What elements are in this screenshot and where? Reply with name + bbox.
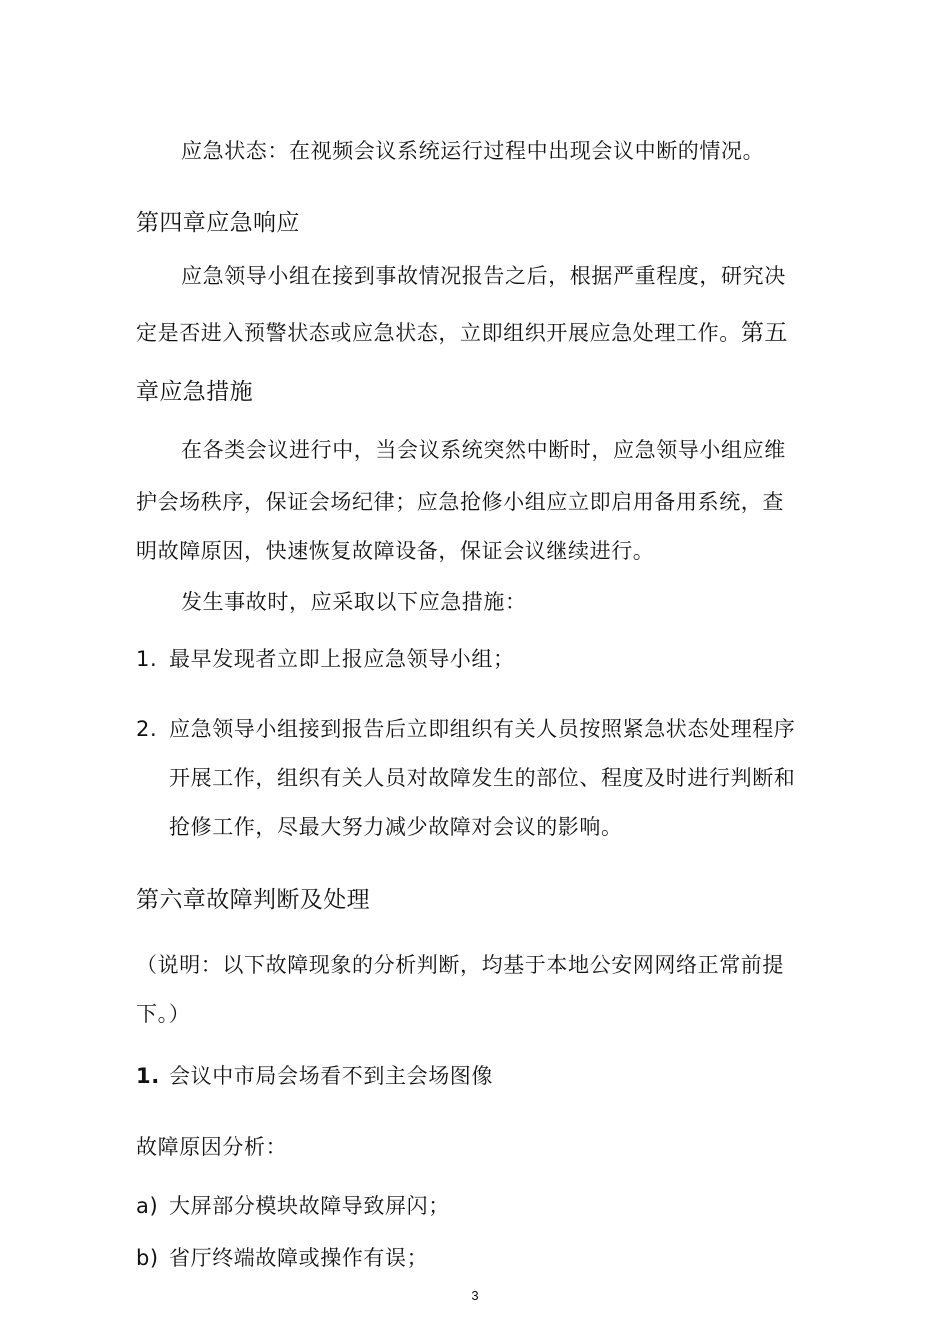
chapter-5-paragraph-2: 发生事故时，应采取以下应急措施： xyxy=(181,590,527,614)
fault-1-heading xyxy=(136,1062,493,1090)
chapter-6-note-line-2: 下。） xyxy=(136,1002,191,1026)
chapter-5-title-part-1: 第五 xyxy=(740,320,789,346)
fault-1-number: 1. xyxy=(136,1064,160,1088)
cause-item-b-label: b) xyxy=(136,1246,159,1270)
chapter-4-paragraph-line-1: 应急领导小组在接到事故情况报告之后，根据严重程度，研究决 xyxy=(181,264,786,288)
cause-item-a-text: 大屏部分模块故障导致屏闪； xyxy=(169,1194,450,1218)
paragraph-emergency-status: 应急状态：在视频会议系统运行过程中出现会议中断的情况。 xyxy=(181,139,765,163)
cause-item-a-label: a) xyxy=(136,1194,159,1218)
chapter-6-note-line-1: （说明：以下故障现象的分析判断，均基于本地公安网网络正常前提 xyxy=(136,953,784,977)
chapter-6-title: 第六章故障判断及处理 xyxy=(136,887,370,913)
list-item-1 xyxy=(136,645,515,673)
cause-item-b-text: 省厅终端故障或操作有误； xyxy=(169,1246,429,1270)
fault-1-title: 会议中市局会场看不到主会场图像 xyxy=(169,1064,493,1088)
page-number: 3 xyxy=(471,1288,479,1303)
list-item-1-text: 最早发现者立即上报应急领导小组； xyxy=(169,647,515,671)
cause-analysis-title: 故障原因分析： xyxy=(136,1135,288,1159)
list-item-2-line-3: 抢修工作，尽最大努力减少故障对会议的影响。 xyxy=(169,815,623,839)
list-item-2-number: 2. xyxy=(136,717,158,741)
chapter-4-paragraph-text: 定是否进入预警状态或应急状态，立即组织开展应急处理工作。 xyxy=(136,321,741,345)
cause-item-a xyxy=(136,1192,450,1220)
chapter-5-paragraph-1-line-3: 明故障原因，快速恢复故障设备，保证会议继续进行。 xyxy=(136,539,655,563)
list-item-2 xyxy=(136,715,795,743)
cause-item-b xyxy=(136,1244,428,1272)
chapter-5-paragraph-1-line-1: 在各类会议进行中，当会议系统突然中断时，应急领导小组应维 xyxy=(181,438,786,462)
list-item-2-line-2: 开展工作，组织有关人员对故障发生的部位、程度及时进行判断和 xyxy=(169,766,796,790)
list-item-2-line-1: 应急领导小组接到报告后立即组织有关人员按照紧急状态处理程序 xyxy=(169,717,796,741)
chapter-4-paragraph-line-2 xyxy=(136,319,788,347)
chapter-5-title-part-2: 章应急措施 xyxy=(136,379,253,405)
chapter-4-title: 第四章应急响应 xyxy=(136,210,300,236)
list-item-1-number: 1. xyxy=(136,647,158,671)
chapter-5-paragraph-1-line-2: 护会场秩序，保证会场纪律；应急抢修小组应立即启用备用系统，查 xyxy=(136,490,784,514)
